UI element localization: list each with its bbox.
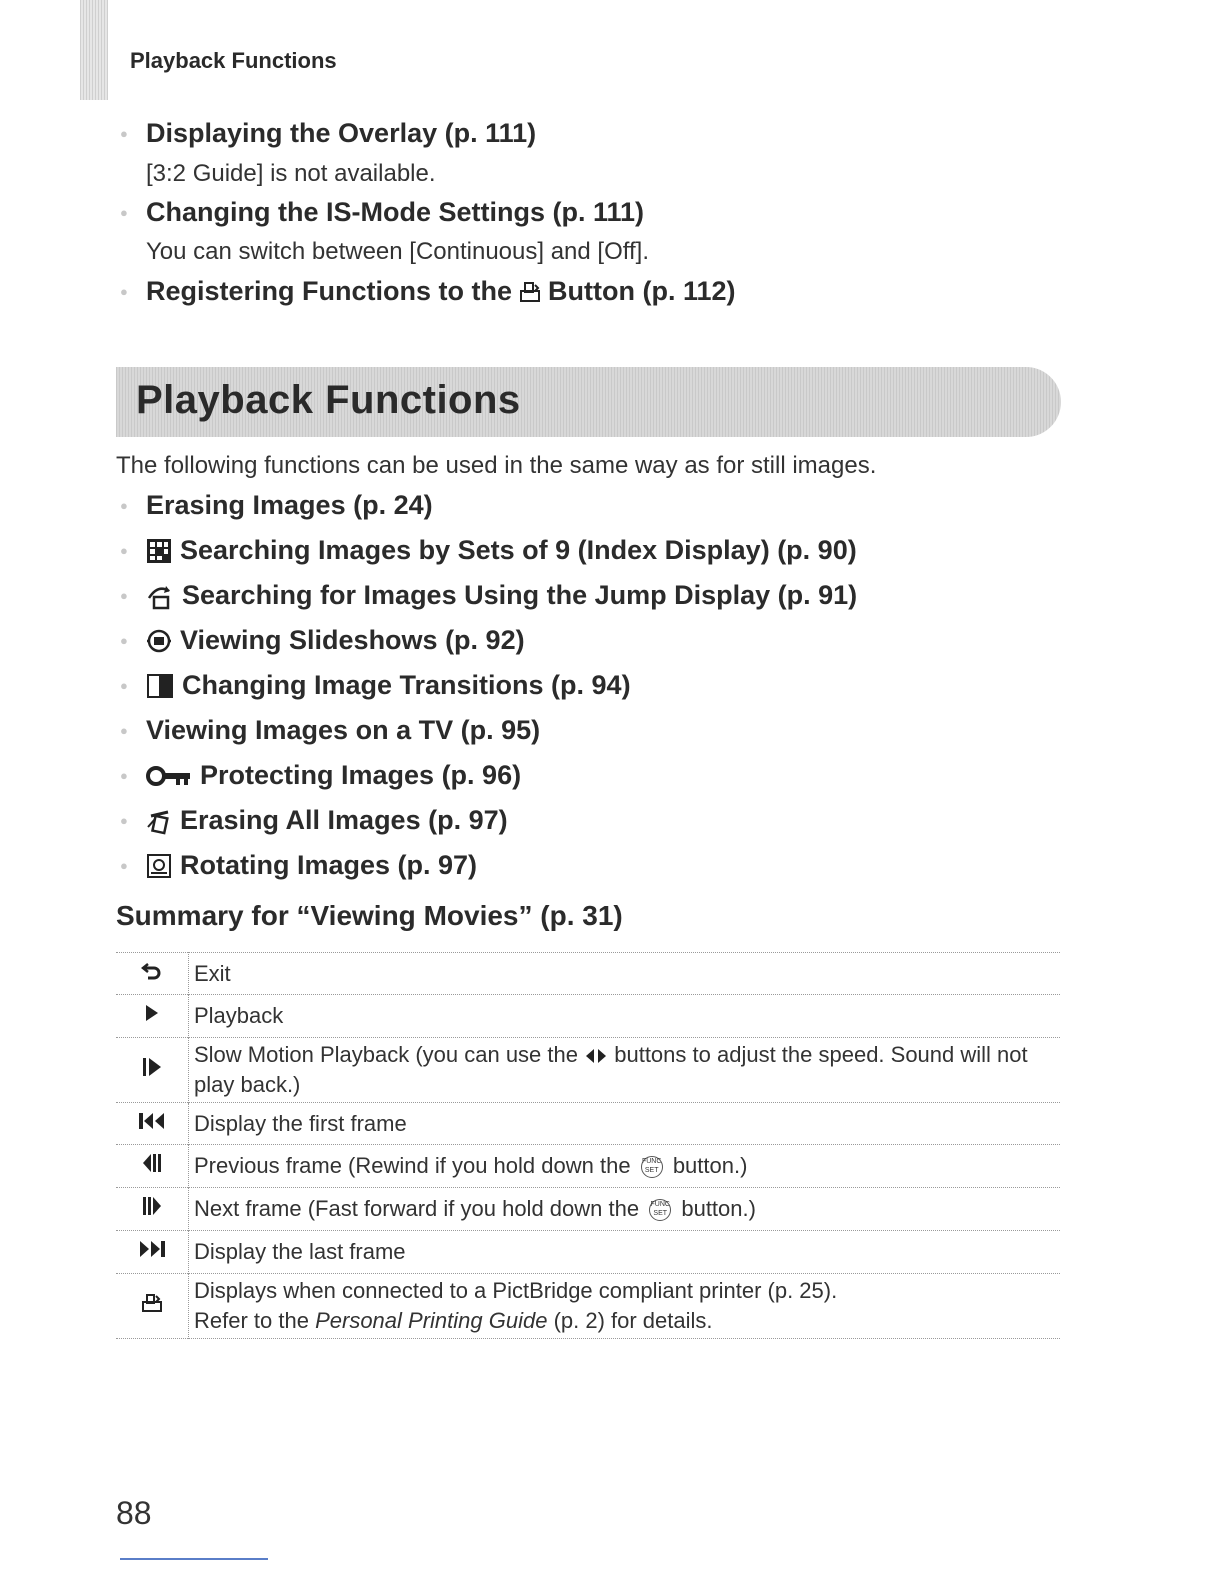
index-display-icon bbox=[146, 538, 172, 564]
print-share-icon bbox=[116, 1274, 189, 1339]
bullet-icon: ● bbox=[120, 498, 128, 513]
rotate-icon bbox=[146, 853, 172, 879]
row-text: Display the last frame bbox=[194, 1239, 406, 1264]
bullet-icon: ● bbox=[120, 588, 128, 603]
item-label: Viewing Images on a TV (p. 95) bbox=[146, 715, 541, 745]
func-set-button-icon: FUNC SET bbox=[641, 1156, 663, 1178]
bullet-icon: ● bbox=[120, 543, 128, 558]
list-item bbox=[120, 625, 525, 656]
item-title: Changing the IS-Mode Settings (p. 111) bbox=[146, 197, 645, 227]
play-icon bbox=[116, 995, 189, 1038]
list-item bbox=[120, 118, 536, 149]
list-item bbox=[120, 197, 644, 228]
list-item bbox=[120, 715, 540, 746]
table-row bbox=[116, 995, 1060, 1038]
bullet-icon: ● bbox=[120, 678, 128, 693]
table-row bbox=[116, 1231, 1060, 1274]
item-label: Changing Image Transitions (p. 94) bbox=[182, 670, 631, 700]
list-item bbox=[120, 535, 857, 566]
table-row bbox=[116, 1145, 1060, 1188]
list-item bbox=[120, 276, 736, 307]
list-item bbox=[120, 760, 521, 791]
table-row bbox=[116, 1038, 1060, 1103]
previous-frame-icon bbox=[116, 1145, 189, 1188]
left-right-buttons-icon bbox=[584, 1042, 614, 1067]
table-row bbox=[116, 1274, 1060, 1339]
table-row bbox=[116, 1103, 1060, 1145]
item-title-end: Button (p. 112) bbox=[548, 276, 736, 306]
protect-key-icon bbox=[146, 764, 192, 788]
bullet-icon: ● bbox=[120, 723, 128, 738]
item-note: You can switch between [Continuous] and [Off]. bbox=[146, 238, 649, 265]
item-title-start: Registering Functions to the bbox=[146, 276, 513, 306]
section-intro: The following functions can be used in the same way as for still images. bbox=[116, 452, 877, 479]
row-text: Next frame (Fast forward if you hold down the FUNC SET button.) bbox=[194, 1196, 756, 1221]
list-item bbox=[120, 670, 631, 701]
bullet-icon: ● bbox=[120, 205, 128, 220]
table-row bbox=[116, 1188, 1060, 1231]
page-tab-strip bbox=[80, 0, 108, 100]
row-text: Displays when connected to a PictBridge compliant printer (p. 25). Refer to the Personal Printing Guide (p. 2) for details. bbox=[194, 1278, 838, 1333]
footer-rule bbox=[120, 1558, 268, 1560]
running-header: Playback Functions bbox=[130, 48, 337, 73]
item-label: Erasing Images (p. 24) bbox=[146, 490, 433, 520]
bullet-icon: ● bbox=[120, 126, 128, 141]
list-item bbox=[120, 805, 508, 836]
bullet-icon: ● bbox=[120, 284, 128, 299]
item-label: Protecting Images (p. 96) bbox=[200, 760, 522, 790]
slideshow-icon bbox=[146, 628, 172, 654]
row-text: Playback bbox=[194, 1003, 284, 1028]
last-frame-icon bbox=[116, 1231, 189, 1274]
bullet-icon: ● bbox=[120, 768, 128, 783]
jump-icon bbox=[146, 582, 174, 610]
row-text: Exit bbox=[194, 960, 231, 986]
summary-heading: Summary for “Viewing Movies” (p. 31) bbox=[116, 900, 623, 931]
print-share-icon bbox=[518, 280, 542, 304]
bullet-icon: ● bbox=[120, 633, 128, 648]
table-row bbox=[116, 953, 1060, 995]
item-label: Rotating Images (p. 97) bbox=[180, 850, 478, 880]
item-note: [3:2 Guide] is not available. bbox=[146, 160, 436, 187]
first-frame-icon bbox=[116, 1103, 189, 1145]
item-label: Erasing All Images (p. 97) bbox=[180, 805, 508, 835]
bullet-icon: ● bbox=[120, 858, 128, 873]
func-set-button-icon: FUNC SET bbox=[649, 1199, 671, 1221]
row-text: Previous frame (Rewind if you hold down the FUNC SET button.) bbox=[194, 1153, 748, 1178]
item-title: Displaying the Overlay (p. 111) bbox=[146, 118, 537, 148]
slow-motion-icon bbox=[116, 1038, 189, 1103]
row-text: Slow Motion Playback (you can use the buttons to adjust the speed. Sound will not play back.) bbox=[194, 1042, 1028, 1097]
bullet-icon: ● bbox=[120, 813, 128, 828]
transition-icon bbox=[146, 672, 174, 700]
erase-all-icon bbox=[146, 807, 172, 835]
summary-table bbox=[116, 952, 1060, 1339]
next-frame-icon bbox=[116, 1188, 189, 1231]
section-banner bbox=[116, 367, 1061, 437]
row-text: Display the first frame bbox=[194, 1110, 407, 1136]
item-label: Viewing Slideshows (p. 92) bbox=[180, 625, 525, 655]
list-item bbox=[120, 580, 857, 611]
list-item bbox=[120, 490, 433, 521]
section-title: Playback Functions bbox=[136, 378, 521, 422]
list-item bbox=[120, 850, 477, 881]
item-label: Searching for Images Using the Jump Display (p. 91) bbox=[182, 580, 858, 610]
page-number: 88 bbox=[116, 1495, 152, 1531]
item-label: Searching Images by Sets of 9 (Index Display) (p. 90) bbox=[180, 535, 857, 565]
exit-return-icon bbox=[116, 953, 189, 995]
